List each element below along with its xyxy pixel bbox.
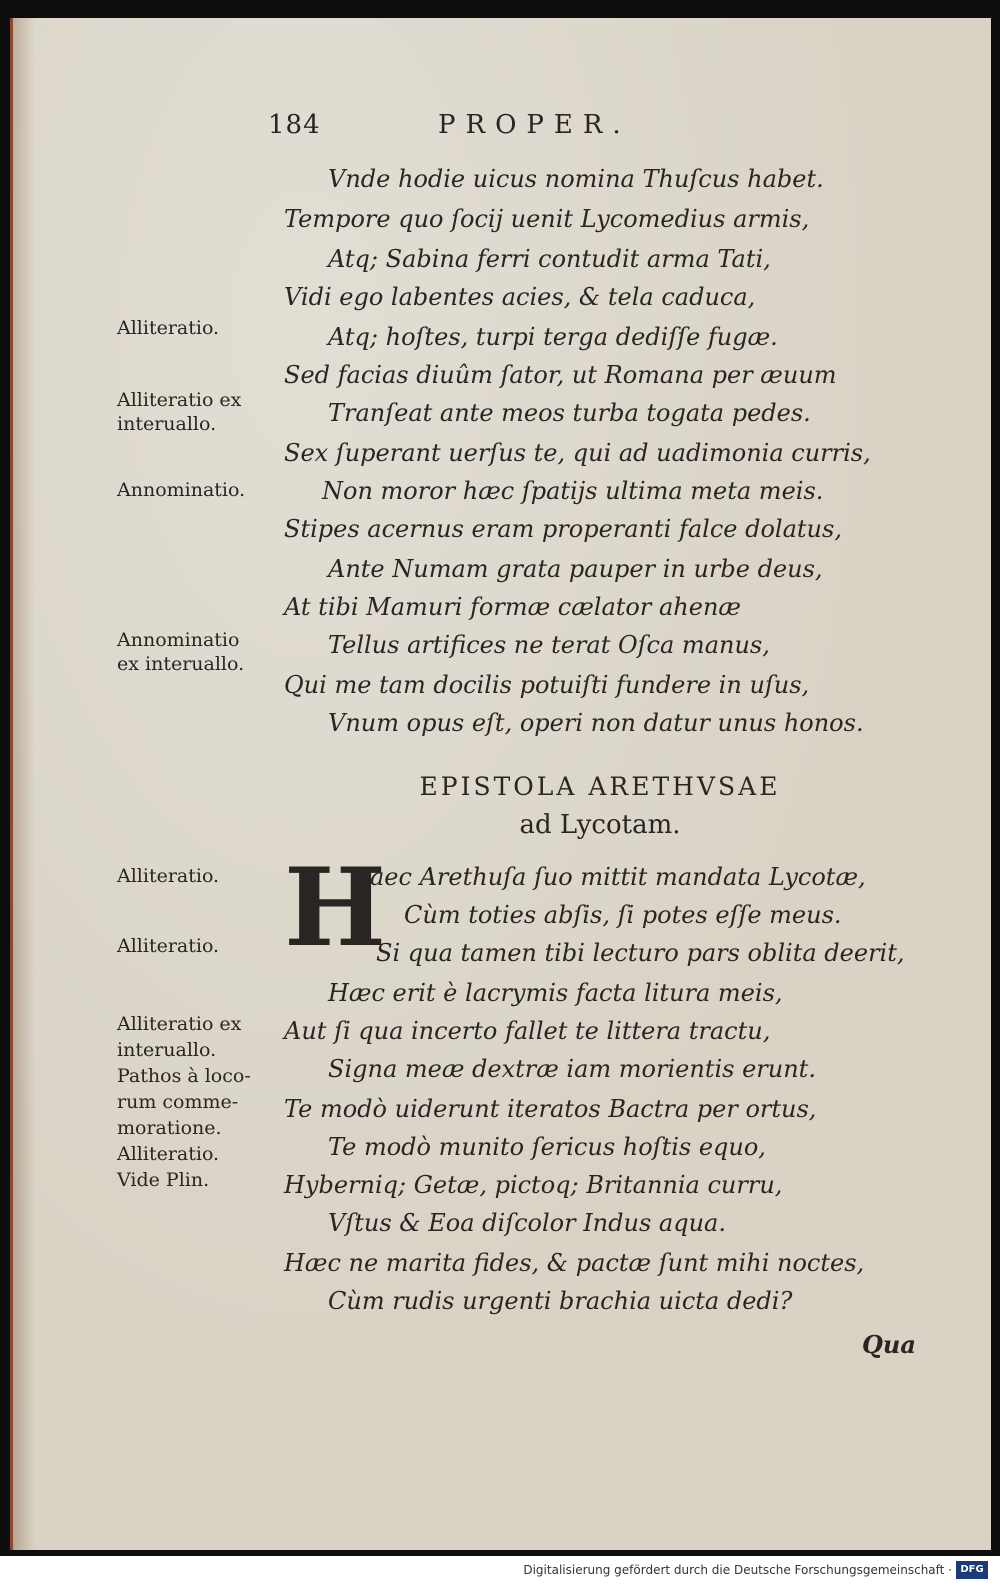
verse-line: Atq; hoſtes, turpi terga dediſſe fugæ.: [328, 323, 778, 351]
verse-line: Vnde hodie uicus nomina Thuſcus habet.: [328, 165, 824, 193]
verse-line: Non moror hæc ſpatijs ultima meta meis.: [322, 477, 824, 505]
verse-line: Ante Numam grata pauper in urbe deus,: [328, 555, 823, 583]
margin-note: Annominatio: [117, 629, 240, 651]
verse-line: Cùm toties abſis, ſi potes eſſe meus.: [404, 901, 842, 929]
running-title: PROPER.: [438, 110, 631, 140]
verse-line: Vidi ego labentes acies, & tela caduca,: [284, 283, 756, 311]
verse-line: Sed facias diuûm ſator, ut Romana per æuum: [284, 361, 837, 389]
verse-line: Hyberniq; Getæ, pictoq; Britannia curru,: [284, 1171, 783, 1199]
running-header: [268, 110, 688, 150]
margin-note: Alliteratio.: [117, 1143, 220, 1165]
margin-note: Vide Plin.: [117, 1169, 210, 1191]
margin-note: Pathos à loco-: [117, 1065, 251, 1087]
verse-line: Tempore quo ſocij uenit Lycomedius armis,: [284, 205, 810, 233]
catchword: Qua: [862, 1330, 916, 1359]
page-number: 184: [268, 110, 321, 140]
margin-note: Alliteratio.: [117, 317, 220, 339]
verse-line: Hæc erit è lacrymis facta litura meis,: [328, 979, 783, 1007]
verse-line: Cùm rudis urgenti brachia uicta dedi?: [328, 1287, 793, 1315]
verse-line: Tellus artifices ne terat Oſca manus,: [328, 631, 770, 659]
verse-line: Sex ſuperant uerſus te, qui ad uadimonia curris,: [284, 439, 871, 467]
verse-line: Hæc ne marita fides, & pactæ ſunt mihi noctes,: [284, 1249, 865, 1277]
margin-note: rum comme-: [117, 1091, 239, 1113]
digitization-footer: [0, 1556, 1000, 1590]
margin-note: ex interuallo.: [117, 653, 245, 675]
verse-line: Te modò munito ſericus hoſtis equo,: [328, 1133, 766, 1161]
drop-cap-initial: H: [284, 845, 387, 971]
verse-line: Vſtus & Eoa diſcolor Indus aqua.: [328, 1209, 726, 1237]
margin-note: Annominatio.: [117, 479, 246, 501]
verse-line: Atq; Sabina ferri contudit arma Tati,: [328, 245, 771, 273]
verse-line: Tranſeat ante meos turba togata pedes.: [328, 399, 811, 427]
margin-note: interuallo.: [117, 413, 217, 435]
verse-line: aec Arethuſa ſuo mittit mandata Lycotæ,: [370, 863, 866, 891]
verse-line: Vnum opus eſt, operi non datur unus honos.: [328, 709, 864, 737]
margin-note: interuallo.: [117, 1039, 217, 1061]
verse-line: Te modò uiderunt iteratos Bactra per ortus,: [284, 1095, 817, 1123]
verse-line: Signa meæ dextræ iam morientis erunt.: [328, 1055, 816, 1083]
verse-line: At tibi Mamuri formæ cælator ahenæ: [284, 593, 741, 621]
verse-line: Stipes acernus eram properanti falce dolatus,: [284, 515, 842, 543]
verse-line: Aut ſi qua incerto fallet te littera tractu,: [284, 1017, 771, 1045]
margin-note: Alliteratio.: [117, 865, 220, 887]
section-title: EPISTOLA ARETHVSAE: [419, 772, 781, 801]
margin-note: Alliteratio.: [117, 935, 220, 957]
footer-credit: Digitalisierung gefördert durch die Deutsche Forschungsgemeinschaft ·: [523, 1563, 952, 1577]
verse-line: Qui me tam docilis potuiſti fundere in uſus,: [284, 671, 810, 699]
margin-note: Alliteratio ex: [117, 389, 242, 411]
margin-note: moratione.: [117, 1117, 222, 1139]
margin-note: Alliteratio ex: [117, 1013, 242, 1035]
verse-line: Si qua tamen tibi lecturo pars oblita deerit,: [376, 939, 905, 967]
section-subtitle: ad Lycotam.: [519, 810, 681, 840]
dfg-logo: DFG: [956, 1561, 988, 1579]
